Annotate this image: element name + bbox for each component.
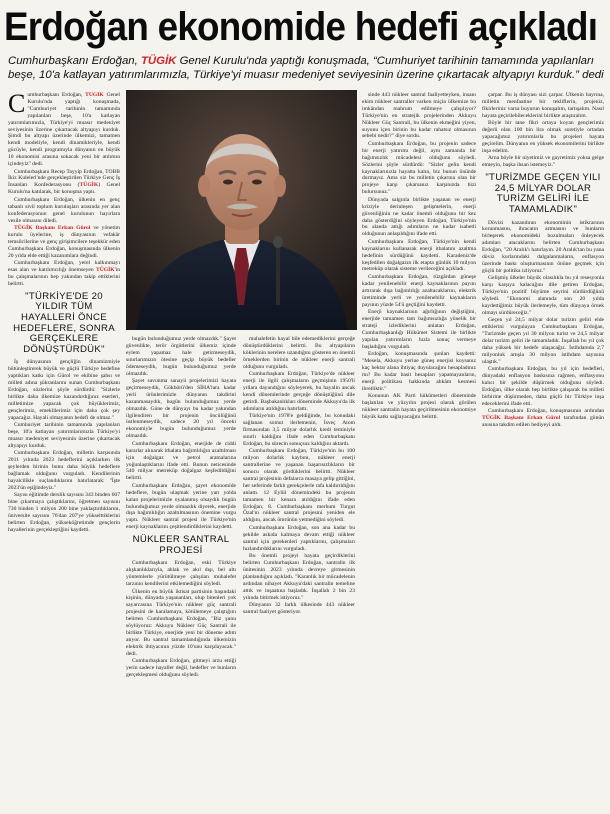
- paragraph: Arna böyle bir niyetimiz ve gayretimiz yoksa gelge etmeyin, başka ihsan istemeyiz.": [482, 155, 604, 169]
- article-column-5: [482, 92, 604, 814]
- deck: [8, 54, 604, 82]
- paragraph: Ülkenin en büyük iktisat partisinin başındaki kişinin, dünyada yaşananları, olup bitenleri yok sayarcasına Türkiye'nin nükleer güç santrali projesini de karalamaya, kötülemeye çalıştığını belirten Cumhurbaşkanı Erdoğan, "Biz şunu söylüyoruz: Akkuyu Nükleer Güç Santrali ile birlikte Türkiye, enerjide yeni bir döneme adım atıyor. Bu santral tamamlandığında ülkemizin elektrik ihtiyacının yüzde 10'unu karşılayacak." dedi.: [126, 588, 236, 657]
- paragraph: Cumhurbaşkanı Erdoğan, Türkiye'de nükleer enerji ile ilgili çalışmaların geçmişinin 1950'li yıllara dayandığını söyleyerek, bu hayalin ancak kendi dönemlerinde gerçeğe dönüştüğünü dile getirdi. Başbakanlıkları döneminde Akkuyu'da ilk adımların atıldığını hatırlattı.: [243, 371, 355, 412]
- deck-tugik: TÜGİK: [140, 55, 177, 67]
- paragraph: Enerji kaynaklarının ağırlığının değiştiğini, enerjide tamamen tam bağımsızlığa yönelik bir strateji izlediklerini anlatan Erdoğan, Cumhurbaşkanlığı Hükümet Sistemi ile birlikte yapılan yatırımların hızla sonuç vermeye başladığını vurguladı.: [362, 309, 476, 350]
- paragraph: Bu önemli projeyi hayata geçirdiklerini belirten Cumhurbaşkanı Erdoğan, santralin ilk ünitesinin 2023 yılında devreye girmesinin planlandığını açıkladı. "Karanlık bir mücadelenin ardından nihayet Akkuyu'daki santralin temeline attık ve inşaatına başladık. İnşallah 2 bin 23 yılında bitirmek istiyoruz.": [243, 553, 355, 601]
- paragraph: Cumhurbaşkanı Erdoğan, son ana kadar bu şekilde askıda kalmaya devam ettiği nükleer santral için gerekenleri yaptıklarını, çalışmaları hızlandırdıklarını vurguladı.: [243, 524, 355, 552]
- paragraph: Geçen yıl 24,5 milyar dolar turizm geliri elde ettiklerini vurgulayan Cumhurbaşkanı Erdoğan, "Turizmde geçen yıl 30 milyon turist ve 24,5 milyar dolar turizm geliri ile tamamladık. İnşallah bu yıl çok daha yüksek bir hedefe ulaşacağız. İstihdamda 2,7 milyonluk artışla 30 milyon istihdam sayısına ulaştık.": [482, 317, 604, 365]
- paragraph: Cumhurbaşkanı Recep Tayyip Erdoğan, TOBB İkiz Kuleleri'nde gerçekleştirilen Türkiye Genç İş İnsanları Konfederasyonu (TÜGİK) Genel Kurulu'na katılarak, bir konuşma yaptı.: [8, 168, 120, 196]
- paragraph: Dövizi kazandıran ekonominin istikrarının korunmasını, ihracatın artmasını ve bunların birleşerek ekonomideki bozulmaları önleyecek adımları atacaklarını belirten Cumhurbaşkanı Erdoğan, "20 Aralık'ı hatırlayın. 20 Aralık'tan bu yana döviz kurlarındaki dalgalanmaların, enflasyon üzerinde baskı oluşturmasının önüne geçmek için güçlü bir politika izliyoruz.": [482, 219, 604, 274]
- article-column-2: [126, 336, 236, 814]
- article-column-1: [8, 92, 120, 814]
- drop-cap: C: [8, 92, 26, 118]
- paragraph: sinde 443 nükleer santral faaliyetteyken, insanı ekim nükleer santraller varken miçin ülkemize bu imkândan mahrum edilmeye çalışılıyor? Türkiye'nin en stratejik projelerinden Akkuyu Nükleer Güç Santrali, bu ülkenin ekmeğini yiyen, suyunu içen birinin bu kadar rahatsız olmasının sebebi nedir?" diye sordu.: [362, 92, 476, 140]
- section-subhead: NÜKLEER SANTRAL PROJESİ: [132, 534, 230, 556]
- paragraph: çarpar. Bu iş dünyası sizi çarpar. Ülkenin hayrına, milletin menfaatine bir tekliflerin, projeniz, fikirleriniz varsa buyurun konuşalım, tartışalım. Nasıl hayata geçirilebileceklerini birlikte araştıralım.: [482, 92, 604, 119]
- paragraph: Cumhurbaşkanı Erdoğan, bu projenin sadece bir enerji yatırımı değil, aynı zamanda bir bağımsızlık mücadelesi olduğunu söyledi. Sözlerini şöyle sürdürdü: "Sizler gelin kendi kaynaklarınızla hayatta kalın, biz bunun önünde durmayız. Ama siz bu milletin çıkarına olan bir projeye karşı çıkarsanız karşınızda bizi bulursunuz.": [362, 140, 476, 196]
- paragraph: muhalefetin hayal bile edemediklerini gerçeğe dönüştürdüklerini belirtti. Bu altyapıların köklerinin nerelere uzandığını gösteren en önemli örneklerden birinin de nükleer enerji santrali olduğunu vurguladı.: [243, 336, 355, 370]
- article-column-3: [243, 336, 355, 814]
- paragraph: Şayet savunma sanayii projelerimizi hayata geçirmeseydik, Gökbörü'den SİHA'lara kadar yerli ürünlerimizle dünyanın takdirini kazanmasaydık, bugün bulunduğumuz yerde olmazdık. Güne de dünyayı bu kadar yakından ilgilendiren bir projenin öncülüğünü üstlenmeseydik, sadece 20 yıl önceki ekonomiyle bugün bulunduğumuz yerde olmazdık.: [126, 378, 236, 440]
- paragraph: Cumhurbaşkanı Erdoğan, ülkenin en genç tabanlı sivil toplum kuruluşları arasında yer alan konfederasyonun genel kurulunun hayırlara vesile olmasını diledi.: [8, 196, 120, 224]
- paragraph: Cumhurbaşkanı Erdoğan, eski Türkiye alışkanlıklarıyla, ahlak ve akıl dışı, bel altı yöntemlerle yürütülmeye çalışılan muhalefet tarzının kendilerini etkilemediğini söyledi.: [126, 560, 236, 588]
- section-subhead: "TÜRKİYE'DE 20 YILDIR TÜM HAYALLERİ ÖNCE HEDEFLERE, SONRA GERÇEKLERE DÖNÜŞTÜRDÜK": [13, 290, 115, 355]
- paragraph: İş dünyasının gençliğin dinamizmiyle bütünleştirerek büyük ve güçlü Türkiye hedefine yaptıkları katkı için Gürol ve ekibine şahsı ve milleti adına şükranlarını sunan Cumhurbaşkanı Erdoğan, sözlerini şöyle sürdürdü: "Sizlerle birlikte daha ilkemize kazandırdığınız eserleri, milletimize yapacak çok büyüklerimiz, gençlerimiz, emeklilerimiz için daha çok şey yapacağız. Hayali olmayanın hedefi de olmaz.": [8, 359, 120, 421]
- paragraph: Cumhuriyet tarihinin tamamında yapılanları beşe, 10'a katlayan yatırımlarımızla Türkiye'yi muasır medeniyet seviyesinin üzerine çıkartacak altyapıyı kurduk.: [8, 422, 120, 449]
- paragraph: Erdoğan, konuşmasında şunları kaydetti: "Mesela, Akkuyu yerine güneş enerjisi koysanız kaç hektar alana ihtiyaç duyulacağını hesapladınız mı? Bu kadar basit hesapları yapamayanların, enerji politikası hakkında ahkâm kesmesi ibretliktir.": [362, 351, 476, 392]
- paragraph: Cumhurbaşkanı Erdoğan, yerel kalkınmayı esas alan ve katılımcılığı önemseyen TÜGİK'in bu çalışmalarının hep yakından takip ettiklerini belirtti.: [8, 260, 120, 287]
- paragraph: Cumhurbaşkanı Erdoğan, TÜGİK Genel Kurulu'nda yaptığı konuşmada, "Cumhuriyet tarihinin tamamında yapılanları beşe, 10'a katlayan yatırımlarımızla, Türkiye'yi muasır medeniyet seviyesinin üzerine çıkartacak altyapıyı kurduk. Şimdi bu altyapı üzerinde ülkemizi, tamamen kendi modeliyle, kendi dinamikleriyle, kendi gücüyle, kendi programıyla dünyanın en büyük 10 ekonomisi arasına sokacak yeni bir atılımın içindeyiz" dedi.: [8, 92, 120, 168]
- paragraph: Dünyada salgınla birlikte yaşanan ve enerji kriziyle derinleşen gelişmelerin, enerji güvenliğinin ne kadar önemli olduğunu bir kez daha gösterdiğini söyleyen Erdoğan, Türkiye'nin bu alanda attığı adımların ne kadar isabetli olduğunun anlaşıldığını ifade etti.: [362, 196, 476, 238]
- paragraph: Cumhurbaşkanı Erdoğan, milletin karşısında 2011 yılında 2023 hedeflerini açıklarken ilk şeylerden birinin bunu daha büyük hedeflere bağlamak olduğunu vurguladı. Kendilerinin hayalcilikle suçlandıklarını hatırlatarak: "İşte 2023'ün eşiğindeyiz.": [8, 450, 120, 491]
- article-column-4: [362, 92, 476, 814]
- paragraph: Cumhurbaşkanı Erdoğan, rüzgârdan güneşe kadar yenilenebilir enerji kaynaklarının payını artırarak dışa bağımlılığı azaltacaklarını, elektrik üretiminde yerli ve yenilenebilir kaynakların payının yüzde 54'ü geçtiğini kaydetti.: [362, 273, 476, 308]
- erdogan-photo: [126, 90, 357, 330]
- paragraph: bugün bulunduğumuz yerde olmazdık." Şayet güvenlikte, terör örgütlerini ülkemiz içinde eylem yapamaz hale getirmeseydik, sınırlarımızın ötesine geçip büyük bedeller ödemeseydik, bugün bulunduğumuz yerde olmazdık.: [126, 336, 236, 377]
- deck-intro: Cumhurbaşkanı Erdoğan,: [8, 55, 141, 67]
- section-subhead: "TURİZMDE GEÇEN YILI 24,5 MİLYAR DOLAR TURİZM GELİRİ İLE TAMAMLADIK": [485, 172, 601, 215]
- paragraph: Cumhurbaşkanı Erdoğan, bu yıl için hedefleri, dünyadaki enflasyon baskısına rağmen, enflasyonu kalıcı bir şekilde düşürmek olduğunu söyledi. Erdoğan, ülke olarak hep birlikte çalışarak bu milleti birbirine düşürmeden, daha güçlü bir Türkiye inşa edeceklerini ifade etti.: [482, 366, 604, 407]
- paragraph: Sayısı eğitimde derslik sayısını 343 binden 607 bine çıkarmaya çalıştıklarını, öğretmen sayısını 730 binden 1 milyon 200 bine yaklaştırdıklarını, üniversite sayısını 76'dan 207'ye yükselttiklerini belirten Erdoğan, yükseköğretimde gençlerin hayallerinin gerçekleştiğini kaydetti.: [8, 492, 120, 533]
- paragraph: Böyle bir tane fikri ortaya koyan gençlerimiz değerli olan 100 bin lira olmak suretiyle ortadan yapacağımız yatırımlarla bu projeleri hayata geçirelim. Dünyanın en yüksek ekonomilerini birlikte inşa edelim.: [482, 120, 604, 154]
- paragraph: Cumhurbaşkanı Erdoğan, enerjide de ciddi kararlar alınarak ithalata bağımlılığın azaltılması için doğalgaz ve petrol aramalarına yoğunlaştıklarını ifade etti. Bunun neticesinde 540 milyar metreküp doğalgaz keşfedildiğini belirtti.: [126, 440, 236, 482]
- paragraph: Cumhurbaşkanı Erdoğan, Türkiye'nin bu 100 milyon dolarlık kaybını, nükleer enerji santrallerine ve yaşanan başarısızlıkların bir sonucu olarak gördüklerini belirtti. Nükleer santral projesinin defalarca masaya gelip gittiğini, her seferinde farklı gerekçelerle rafa kaldırıldığını anlattı. 12 Eylül dönemindeki bu projenin tamamen bir kenara atıldığını ifade eden Erdoğan, 8. Cumhurbaşkanı merhum Turgut Özal'ın nükleer santral projesini yeniden ele aldığını, ancak ömrünün yetmediğini söyledi.: [243, 448, 355, 524]
- paragraph: Gelişmiş ülkeler büyük olasılıkla bu yıl resesyonla karşı karşıya kalacağını dile getiren Erdoğan, Türkiye'nin pozitif büyüme seyrini sürdürdüğünü söyledi. "Ekonomi alanında son 20 yılda kaydettiğimiz büyük ilerlemeyle, tüm dünyaya örnek olmayı sürdüreceğiz.": [482, 275, 604, 316]
- headline: Erdoğan ekonomide hedefi açıkladı: [4, 5, 598, 49]
- deck-quote: Genel Kurulu'nda yaptığı konuşmada, “Cumhuriyet tarihinin tamamında yapılanları beşe, 10'a katlayan yatırımlarımızla, Türkiye'yi muasır medeniyet seviyesinin üzerine çıkartacak altyapıyı kurduk.” dedi: [8, 55, 604, 82]
- paragraph: Cumhurbaşkanı Erdoğan, konuşmasının ardından TÜGİK Başkanı Erkan Gürol tarafından günün anısına takdim edilen hediyeyi aldı.: [482, 408, 604, 429]
- paragraph: Cumhurbaşkanı Erdoğan, Türkiye'nin kendi kaynaklarını kullanarak enerji ithalatını azaltma hedefinin sürdüğünü kaydetti. Karadeniz'de keşfedilen doğalgazın ilk etapta günlük 10 milyon metreküp olarak sisteme verileceğini açıkladı.: [362, 238, 476, 273]
- paragraph: Türkiye'nin 1978'e geldiğinde, bu konudaki sağlanan somut ilerlemenin, İsveç Atom firmasından 3,5 milyar dolarlık kredi teminiyle sınırlı kaldığını ifade eden Cumhurbaşkanı Erdoğan, bu sürecin sonuçsuz kaldığını aktardı.: [243, 413, 355, 447]
- paragraph: Konunun AK Parti hükümetleri döneminde başlatılan ve yüzyılın projesi olarak görülen nükleer santralin hayata geçirilmesinin ekonomiye büyük katkı sağlayacağını belirtti.: [362, 393, 476, 420]
- paragraph: TÜGİK Başkanı Erkan Gürol ve yönetim kurulu üyelerine, iş dünyasının vefakâr temsilcilerine ve genç girişimcilere teşekkür eden Cumhurbaşkanı Erdoğan, konuşmasında ülkenin 20 yılda elde ettiği kazanımlara değindi.: [8, 225, 120, 259]
- paragraph: Dünyanın 32 farklı ülkesinde 443 nükleer santral faaliyet gösteriyor.: [243, 602, 355, 615]
- paragraph: Cumhurbaşkanı Erdoğan, şayet ekonomide hedeflere, bugün ulaşmak yerine yarı yolda kalan projelerimizle oyalanmış olsaydık bugün bulunduğumuz yerde olmazdık diyerek, enerjide dışa bağımlılığın azaltılmasının önemine vurgu yaptı. Nükleer santral projesi ile Türkiye'nin enerji kaynaklarını çeşitlendirdiklerini kaydetti.: [126, 482, 236, 531]
- paragraph: Cumhurbaşkanı Erdoğan, gitmeyi arzu ettiği yerin sadece hayaller değil, hedefler ve bunların gerçekleşmesi olduğunu söyledi.: [126, 658, 236, 679]
